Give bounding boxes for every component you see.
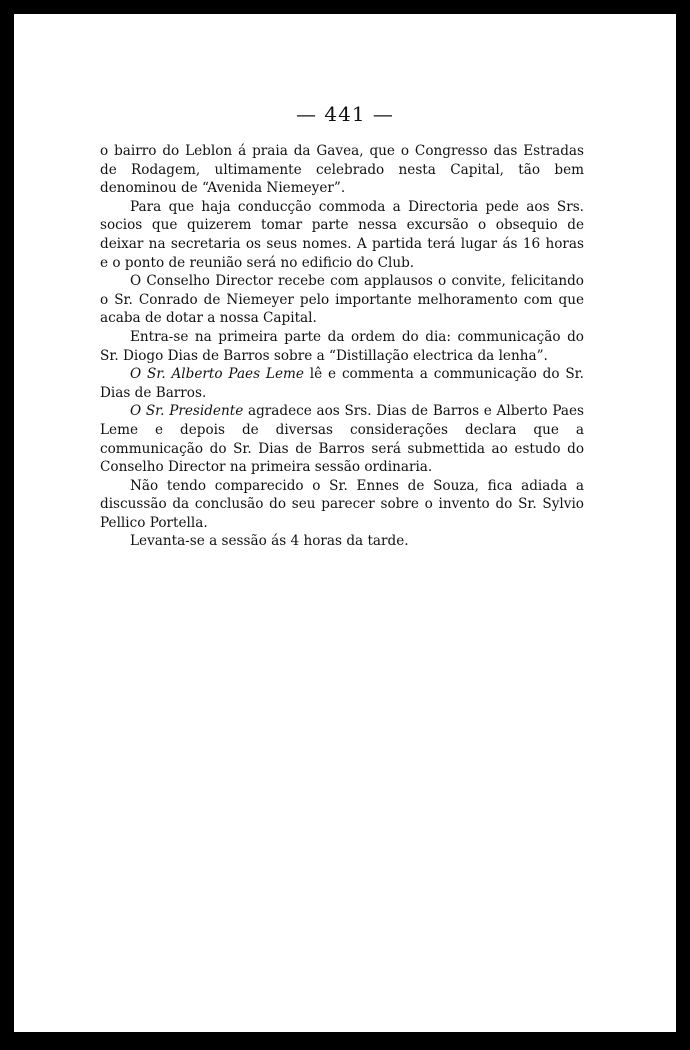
page-number: — 441 — xyxy=(296,102,394,126)
paragraph-p7 xyxy=(100,477,584,533)
paragraph-p4 xyxy=(100,328,584,365)
body-text xyxy=(100,142,584,551)
paragraph-p6 xyxy=(100,402,584,476)
paragraph-p8 xyxy=(100,532,584,551)
paragraph-p6-part-0: O Sr. Presidente xyxy=(130,403,244,420)
paragraph-p6-part-1: agradece aos Srs. Dias de Barros e Alberto Paes Leme e depois de diversas considerações declara que a communicação do Sr. Dias de Barros será submettida ao estudo do Conselho Director na primeira sessão ordinaria. xyxy=(100,403,584,476)
paragraph-p5-part-0: O Sr. Alberto Paes Leme xyxy=(130,366,304,383)
paragraph-p5 xyxy=(100,365,584,402)
paragraph-p7-part-0: Não tendo comparecido o Sr. Ennes de Souza, fica adiada a discussão da conclusão do seu parecer sobre o invento do Sr. Sylvio Pellico Portella. xyxy=(100,477,584,531)
paragraph-p1 xyxy=(100,142,584,198)
paragraph-p8-part-0: Levanta-se a sessão ás 4 horas da tarde. xyxy=(130,533,409,550)
paragraph-p3 xyxy=(100,272,584,328)
paragraph-p2 xyxy=(100,198,584,272)
paragraph-p1-part-0: o bairro do Leblon á praia da Gavea, que o Congresso das Estradas de Rodagem, ultimamente celebrado nesta Capital, tão bem denominou de “Avenida Niemeyer”. xyxy=(100,143,584,197)
paragraph-p5-part-1: lê e commenta a communicação do Sr. Dias de Barros. xyxy=(100,366,584,401)
paragraph-p3-part-0: O Conselho Director recebe com applausos o convite, felicitando o Sr. Conrado de Niemeyer pelo importante melhoramento com que acaba de dotar a nossa Capital. xyxy=(100,273,584,327)
paragraph-p2-part-0: Para que haja conducção commoda a Directoria pede aos Srs. socios que quizerem tomar parte nessa excursão o obsequio de deixar na secretaria os seus nomes. A partida terá lugar ás 16 horas e o ponto de reunião será no edificio do Club. xyxy=(100,198,584,271)
paragraph-p4-part-0: Entra-se na primeira parte da ordem do dia: communicação do Sr. Diogo Dias de Barros sobre a “Distillação electrica da lenha”. xyxy=(100,328,584,364)
document-page xyxy=(14,14,676,1032)
